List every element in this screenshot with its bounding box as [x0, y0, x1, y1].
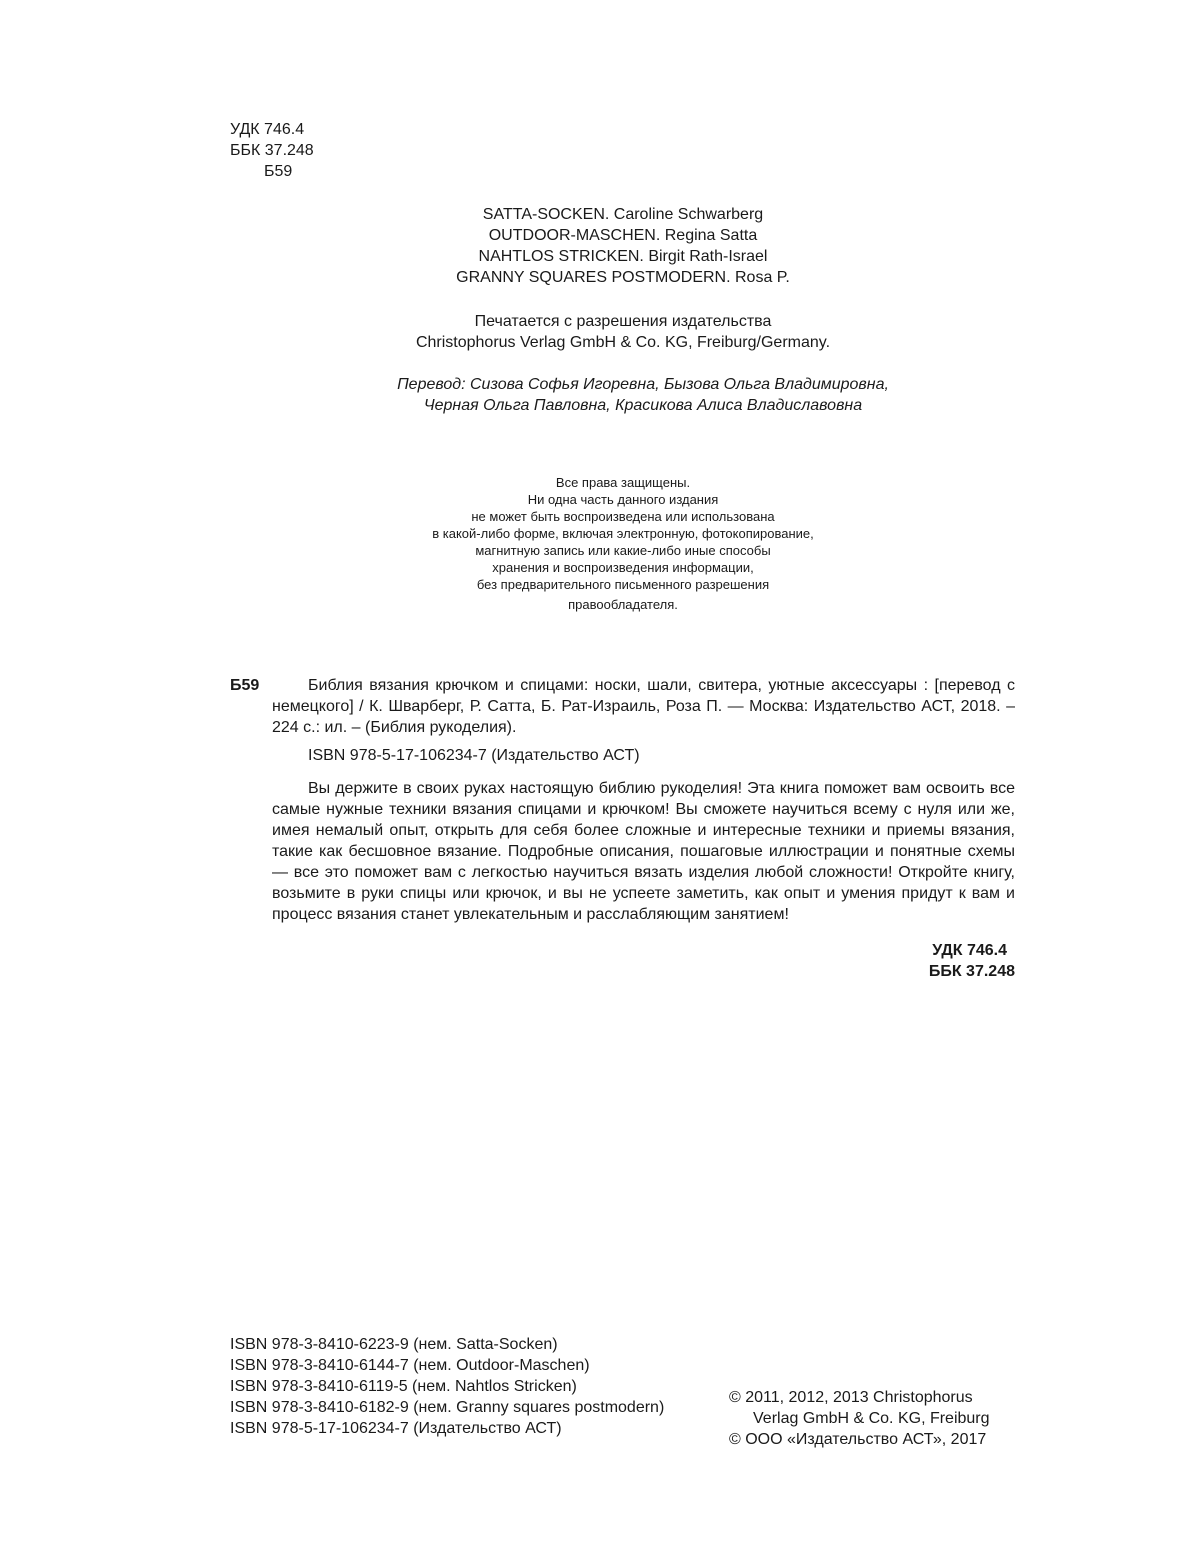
rights-line: без предварительного письменного разрешения	[476, 577, 770, 592]
isbn-item: ISBN 978-3-8410-6144-7 (нем. Outdoor-Maschen)	[230, 1357, 590, 1374]
classification-right	[800, 940, 1015, 982]
isbn-item: ISBN 978-5-17-106234-7 (Издательство АСТ)	[230, 1420, 562, 1437]
original-title: NAHTLOS STRICKEN. Birgit Rath-Israel	[478, 248, 768, 265]
translation-line: Перевод: Сизова Софья Игоревна, Бызова Ольга Владимировна,	[397, 376, 889, 393]
translation-credits	[323, 374, 963, 416]
copyright-line: Verlag GmbH & Co. KG, Freiburg	[753, 1410, 990, 1427]
udk-code-right: УДК 746.4	[932, 942, 1007, 959]
rights-line: Все права защищены.	[555, 475, 691, 490]
rights-line: в какой-либо форме, включая электронную, фотокопирование,	[432, 526, 814, 541]
abstract-paragraph: Вы держите в своих руках настоящую библию рукоделия! Эта книга поможет вам освоить все самые нужные техники вязания спицами и крючком! Вы сможете научиться всему с нуля или же, имея немалый опыт, открыть для себя более сложные и интересные техники и приемы вязания, такие как бесшовное вязание. Подробные описания, пошаговые иллюстрации и понятные схемы — все это поможет вам с легкостью научиться вязать изделия любой сложности! Откройте книгу, возьмите в руки спицы или крючок, и вы не успеете заметить, как опыт и умения придут к вам и процесс вязания станет увлекательным и расслабляющим занятием!	[272, 780, 1015, 923]
original-title: GRANNY SQUARES POSTMODERN. Rosa P.	[456, 269, 790, 286]
permission-notice	[323, 311, 923, 353]
rights-line: не может быть воспроизведена или использована	[471, 509, 775, 524]
original-title: SATTA-SOCKEN. Caroline Schwarberg	[482, 206, 764, 223]
rights-line: хранения и воспроизведения информации,	[492, 560, 754, 575]
udk-code: УДК 746.4	[230, 121, 305, 138]
permission-line: Christophorus Verlag GmbH & Co. KG, Freiburg/Germany.	[415, 334, 831, 351]
bbk-code-right: ББК 37.248	[928, 963, 1015, 980]
bibliography-entry: Библия вязания крючком и спицами: носки, шали, свитера, уютные аксессуары : [перевод с немецкого] / К. Шварберг, Р. Сатта, Б. Рат-Израиль, Роза П. — Москва: Издательство АСТ, 2018. – 224 с.: ил. – (Библия рукоделия).	[272, 677, 1015, 736]
translation-line: Черная Ольга Павловна, Красикова Алиса Владиславовна	[423, 397, 863, 414]
author-mark: Б59	[264, 163, 293, 180]
copyright-line: © ООО «Издательство АСТ», 2017	[729, 1431, 987, 1448]
classification-block	[230, 119, 314, 182]
original-titles	[373, 204, 873, 288]
rights-line: правообладателя.	[568, 597, 678, 612]
isbn-item: ISBN 978-3-8410-6182-9 (нем. Granny squares postmodern)	[230, 1399, 665, 1416]
isbn-list	[230, 1334, 664, 1439]
bibliography-isbn: ISBN 978-5-17-106234-7 (Издательство АСТ)	[308, 747, 640, 764]
rights-line: Ни одна часть данного издания	[527, 492, 719, 507]
rights-notice	[323, 474, 923, 613]
bibliography-code: Б59	[230, 677, 260, 694]
rights-line: магнитную запись или какие-либо иные способы	[475, 543, 771, 558]
original-title: OUTDOOR-MASCHEN. Regina Satta	[488, 227, 758, 244]
permission-line: Печатается с разрешения издательства	[474, 313, 772, 330]
bbk-code: ББК 37.248	[230, 142, 314, 159]
copyright-line: © 2011, 2012, 2013 Christophorus	[729, 1389, 973, 1406]
copyright-block	[729, 1387, 990, 1450]
isbn-item: ISBN 978-3-8410-6223-9 (нем. Satta-Socken)	[230, 1336, 558, 1353]
isbn-item: ISBN 978-3-8410-6119-5 (нем. Nahtlos Stricken)	[230, 1378, 577, 1395]
